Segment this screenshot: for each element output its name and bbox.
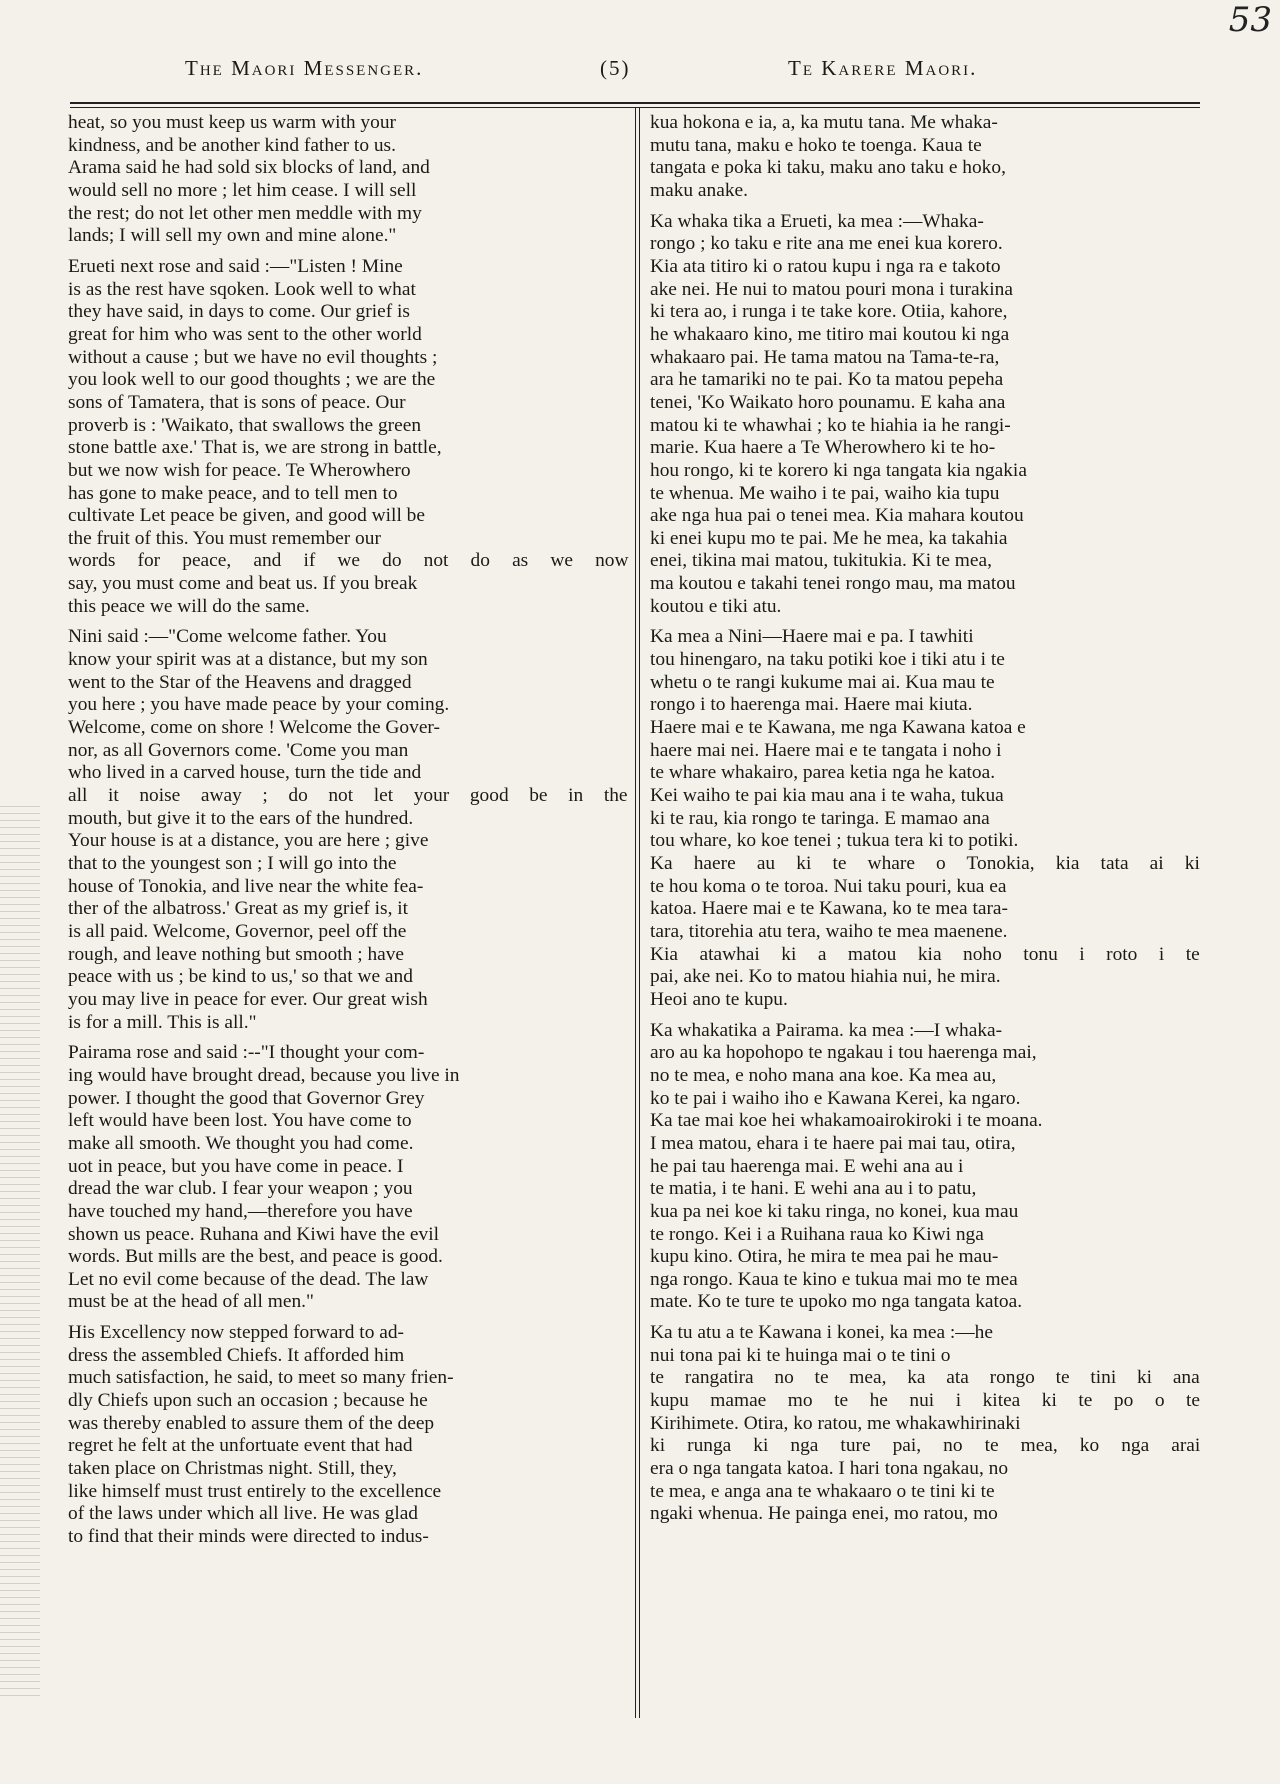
maori-column (650, 112, 1200, 1526)
text-line: te mea, e anga ana te whakaaro o te tini ki te (650, 1480, 995, 1502)
text-line: Ka mea a Nini—Haere mai e pa. I tawhiti (650, 626, 974, 648)
text-line: taken place on Christmas night. Still, they, (68, 1458, 397, 1480)
text-line: was thereby enabled to assure them of the deep (68, 1412, 435, 1434)
text-line: Erueti next rose and said :—"Listen ! Mine (68, 255, 403, 277)
text-line: ko te pai i waiho iho e Kawana Kerei, ka ngaro. (650, 1087, 1021, 1109)
paragraph (650, 1020, 1200, 1315)
text-line: say, you must come and beat us. If you break (68, 573, 418, 595)
text-line: who lived in a carved house, turn the tide and (68, 762, 422, 784)
text-line: Pairama rose and said :--"I thought your com- (68, 1042, 425, 1064)
text-line: have touched my hand,—therefore you have (68, 1200, 413, 1222)
text-line: rongo i to haerenga mai. Haere mai kiuta. (650, 694, 973, 716)
text-line: Ka tu atu a te Kawana i konei, ka mea :—he (650, 1322, 993, 1344)
text-line: te rongo. Kei i a Ruihana raua ko Kiwi nga (650, 1223, 984, 1245)
text-line: tara, titorehia atu tera, waiho te mea maenene. (650, 920, 1008, 942)
text-line: dress the assembled Chiefs. It afforded him (68, 1344, 405, 1366)
text-line: pai, ake nei. Ko to matou hiahia nui, he mira. (650, 966, 1001, 988)
text-line: rough, and leave nothing but smooth ; have (68, 943, 405, 965)
text-line: without a cause ; but we have no evil thoughts ; (68, 346, 438, 368)
text-line: peace with us ; be kind to us,' so that we and (68, 966, 413, 988)
text-line: power. I thought the good that Governor Grey (68, 1087, 425, 1109)
text-line: ki tera ao, i runga i te take kore. Otiia, kahore, (650, 301, 1008, 323)
text-line: uot in peace, but you have come in peace. I (68, 1155, 404, 1177)
text-line: is as the rest have sqoken. Look well to what (68, 278, 416, 300)
text-line: ki runga ki nga ture pai, no te mea, ko nga arai (650, 1435, 1201, 1457)
text-line: of the laws under which all live. He was glad (68, 1503, 419, 1525)
text-line: te whare whakairo, parea ketia nga he katoa. (650, 762, 996, 784)
text-line: ara he tamariki no te pai. Ko ta matou pepeha (650, 369, 1004, 391)
text-line: te whenua. Me waiho i te pai, waiho kia tupu (650, 482, 1000, 504)
text-line: rongo ; ko taku e rite ana me enei kua korero. (650, 233, 1003, 255)
text-line: Let no evil come because of the dead. The law (68, 1268, 429, 1290)
text-line: dread the war club. I fear your weapon ; you (68, 1178, 413, 1200)
text-line: ake nga hua pai o tenei mea. Kia mahara koutou (650, 505, 1024, 527)
text-line: words. But mills are the best, and peace is good. (68, 1246, 443, 1268)
paragraph (650, 211, 1200, 619)
text-line: Kia ata titiro ki o ratou kupu i nga ra e takoto (650, 255, 1001, 277)
text-line: aro au ka hopohopo te ngakau i tou haerenga mai, (650, 1042, 1037, 1064)
text-line: much satisfaction, he said, to meet so many frien- (68, 1367, 454, 1389)
text-line: like himself must trust entirely to the excellence (68, 1480, 442, 1502)
text-line: regret he felt at the unfortuate event that had (68, 1435, 413, 1457)
text-line: kua pa nei koe ki taku ringa, no konei, kua mau (650, 1200, 1019, 1222)
text-line: matou ki te whawhai ; ko te hiahia ia he rangi- (650, 414, 1011, 436)
text-line: Ka whaka tika a Erueti, ka mea :—Whaka- (650, 210, 984, 232)
header-page-number: (5) (600, 56, 631, 80)
text-line: ki te rau, kia rongo te taringa. E mamao ana (650, 807, 990, 829)
text-line: dly Chiefs upon such an occasion ; because he (68, 1390, 428, 1412)
text-line: you look well to our good thoughts ; we are the (68, 369, 436, 391)
text-line: Ka tae mai koe hei whakamoairokiroki i te moana. (650, 1110, 1043, 1132)
text-line: stone battle axe.' That is, we are strong in battle, (68, 437, 442, 459)
text-line: to find that their minds were directed to indus- (68, 1526, 429, 1548)
text-line: Nini said :—"Come welcome father. You (68, 626, 387, 648)
text-line: this peace we will do the same. (68, 595, 310, 617)
text-line: kupu mamae mo te he nui i kitea ki te po o te (650, 1390, 1201, 1412)
text-line: marie. Kua haere a Te Wherowhero ki te ho- (650, 437, 996, 459)
text-line: koutou e tiki atu. (650, 595, 782, 617)
text-line: Kirihimete. Otira, ko ratou, me whakawhirinaki (650, 1412, 1021, 1434)
text-line: mutu tana, maku e hoko te toenga. Kaua te (650, 134, 982, 156)
paragraph (68, 256, 628, 619)
text-line: His Excellency now stepped forward to ad- (68, 1322, 404, 1344)
text-line: they have said, in days to come. Our grief is (68, 301, 410, 323)
text-line: te rangatira no te mea, ka ata rongo te tini ki ana (650, 1367, 1200, 1389)
text-line: ake nei. He nui to matou pouri mona i turakina (650, 278, 1013, 300)
text-line: te hou koma o te toroa. Nui taku pouri, kua ea (650, 875, 1007, 897)
text-line: shown us peace. Ruhana and Kiwi have the evil (68, 1223, 440, 1245)
text-line: kupu kino. Otira, he mira te mea pai he mau- (650, 1246, 999, 1268)
text-line: haere mai nei. Haere mai e te tangata i noho i (650, 739, 1002, 761)
text-line: Ka whakatika a Pairama. ka mea :—I whaka- (650, 1019, 1003, 1041)
header-left-title: The Maori Messenger. (185, 56, 424, 80)
page-header (70, 44, 1200, 94)
text-line: he pai tau haerenga mai. E wehi ana au i (650, 1155, 964, 1177)
text-line: Kei waiho te pai kia mau ana i te waha, tukua (650, 785, 1004, 807)
english-column (68, 112, 628, 1549)
text-line: era o nga tangata katoa. I hari tona ngakau, no (650, 1458, 1009, 1480)
text-line: he whakaaro kino, me titiro mai koutou ki nga (650, 323, 1010, 345)
text-line: tou whare, ko koe tenei ; tukua tera ki to potiki. (650, 830, 1019, 852)
text-line: katoa. Haere mai e te Kawana, ko te mea tara- (650, 898, 1008, 920)
paragraph (68, 626, 628, 1034)
text-line: cultivate Let peace be given, and good will be (68, 505, 425, 527)
text-line: the rest; do not let other men meddle with my (68, 202, 422, 224)
text-line: Haere mai e te Kawana, me nga Kawana katoa e (650, 717, 1026, 739)
text-line: maku anake. (650, 179, 748, 201)
paragraph (650, 1322, 1200, 1526)
column-divider (635, 108, 640, 1718)
text-line: no te mea, e noho mana ana koe. Ka mea au, (650, 1064, 997, 1086)
text-line: has gone to make peace, and to tell men to (68, 482, 398, 504)
text-line: nga rongo. Kaua te kino e tukua mai mo te mea (650, 1268, 1018, 1290)
text-line: tou hinengaro, na taku potiki koe i tiki atu i te (650, 649, 1005, 671)
text-line: sons of Tamatera, that is sons of peace. Our (68, 391, 406, 413)
text-line: tangata e poka ki taku, maku ano taku e hoko, (650, 157, 1006, 179)
text-line: left would have been lost. You have come to (68, 1110, 412, 1132)
text-line: but we now wish for peace. Te Wherowhero (68, 459, 411, 481)
header-right-title: Te Karere Maori. (788, 56, 978, 80)
text-line: whetu o te rangi kukume mai ai. Kua mau te (650, 671, 995, 693)
text-line: Your house is at a distance, you are here ; give (68, 830, 429, 852)
text-line: kua hokona e ia, a, ka mutu tana. Me whaka- (650, 112, 998, 133)
page-edge-shadow (0, 800, 40, 1700)
paragraph (68, 112, 628, 248)
text-line: house of Tonokia, and live near the white fea- (68, 875, 424, 897)
text-line: lands; I will sell my own and mine alone." (68, 225, 397, 247)
text-line: hou rongo, ki te korero ki nga tangata kia ngakia (650, 459, 1027, 481)
text-line: ki enei kupu mo te pai. Me he mea, ka takahia (650, 527, 1008, 549)
text-line: that to the youngest son ; I will go into the (68, 853, 397, 874)
text-line: ngaki whenua. He painga enei, mo ratou, mo (650, 1503, 998, 1525)
text-line: nui tona pai ki te huinga mai o te tini o (650, 1344, 951, 1366)
text-line: you may live in peace for ever. Our great wish (68, 988, 428, 1010)
text-line: te matia, i te hani. E wehi ana au i to patu, (650, 1178, 977, 1200)
text-line: nor, as all Governors come. 'Come you man (68, 739, 409, 761)
text-line: went to the Star of the Heavens and dragged (68, 671, 412, 693)
paragraph (68, 1042, 628, 1314)
text-line: the fruit of this. You must remember our (68, 527, 381, 549)
text-line: mate. Ko te ture te upoko mo nga tangata katoa. (650, 1291, 1023, 1313)
text-line: must be at the head of all men." (68, 1291, 314, 1313)
text-line: Ka haere au ki te whare o Tonokia, kia tata ai ki (650, 853, 1200, 874)
text-line: Heoi ano te kupu. (650, 988, 788, 1010)
paragraph (650, 112, 1200, 203)
text-line: mouth, but give it to the ears of the hundred. (68, 807, 414, 829)
text-line: tenei, 'Ko Waikato horo pounamu. E kaha ana (650, 391, 1006, 413)
text-line: proverb is : 'Waikato, that swallows the green (68, 414, 422, 436)
text-line: is for a mill. This is all." (68, 1011, 257, 1033)
text-line: make all smooth. We thought you had come. (68, 1132, 414, 1154)
page-mark: 53 (1228, 0, 1272, 40)
text-line: you here ; you have made peace by your coming. (68, 694, 450, 716)
text-line: ma koutou e takahi tenei rongo mau, ma matou (650, 573, 1016, 595)
text-line: all it noise away ; do not let your good be in the (68, 785, 628, 807)
text-line: great for him who was sent to the other world (68, 323, 422, 345)
text-line: I mea matou, ehara i te haere pai mai tau, otira, (650, 1132, 1016, 1154)
text-line: ing would have brought dread, because you live in (68, 1064, 460, 1086)
text-line: Kia atawhai ki a matou kia noho tonu i roto i te (650, 943, 1200, 965)
text-line: know your spirit was at a distance, but my son (68, 649, 428, 671)
text-line: Arama said he had sold six blocks of land, and (68, 157, 430, 179)
paragraph (650, 626, 1200, 1011)
paragraph (68, 1322, 628, 1549)
text-line: words for peace, and if we do not do as we now (68, 550, 629, 572)
text-line: would sell no more ; let him cease. I will sell (68, 179, 417, 201)
text-line: ther of the albatross.' Great as my grief is, it (68, 898, 409, 920)
text-line: kindness, and be another kind father to us. (68, 134, 396, 156)
text-line: heat, so you must keep us warm with your (68, 112, 396, 133)
text-line: whakaaro pai. He tama matou na Tama-te-ra, (650, 346, 1000, 368)
text-line: is all paid. Welcome, Governor, peel off the (68, 920, 407, 942)
text-line: Welcome, come on shore ! Welcome the Gover- (68, 717, 440, 739)
text-line: enei, tikina mai matou, tukitukia. Ki te mea, (650, 550, 992, 572)
